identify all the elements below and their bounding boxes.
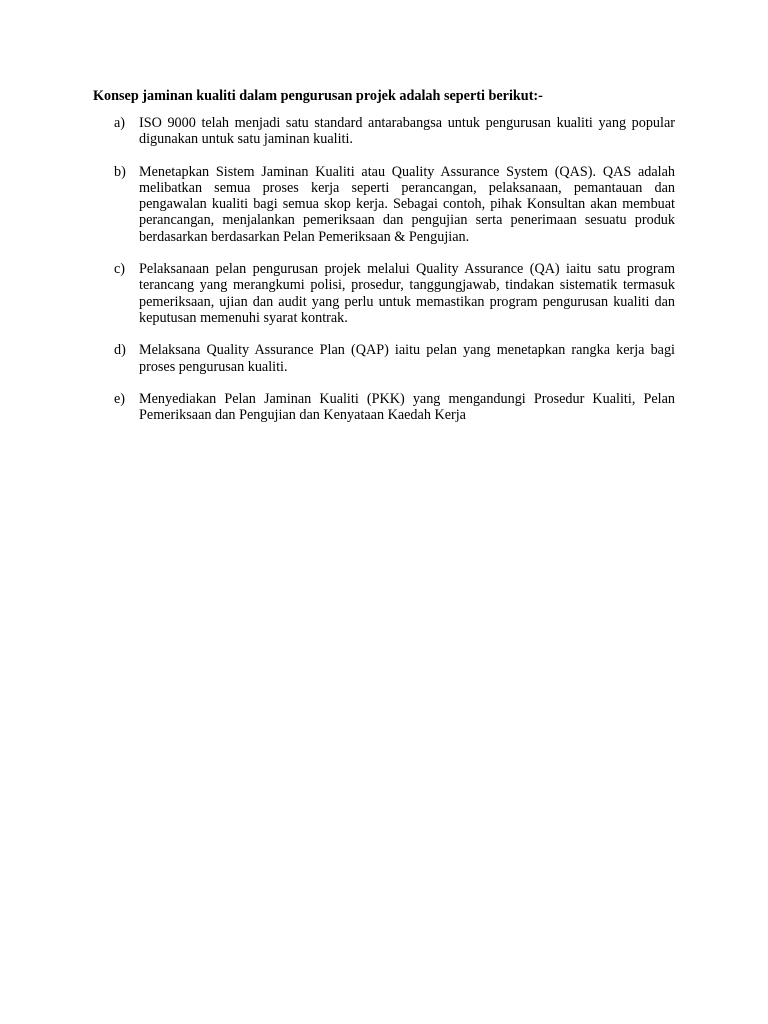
list-item bbox=[93, 342, 675, 375]
list-item-marker: a) bbox=[114, 115, 126, 131]
list-item-marker: d) bbox=[114, 342, 126, 359]
document-heading: Konsep jaminan kualiti dalam pengurusan projek adalah seperti berikut:- bbox=[93, 88, 543, 104]
list-item bbox=[93, 261, 675, 326]
list-item-text: Menetapkan Sistem Jaminan Kualiti atau Quality Assurance System (QAS). QAS adalah melibatkan semua proses kerja seperti perancangan, pelaksanaan, pemantauan dan pengawalan kualiti bagi semua skop kerja. Sebagai contoh, pihak Konsultan akan membuat perancangan, menjalankan pemeriksaan dan pengujian serta penerimaan sesuatu produk berdasarkan berdasarkan Pelan Pemeriksaan & Pengujian. bbox=[139, 163, 675, 245]
list-item bbox=[93, 115, 675, 148]
list-item-marker: c) bbox=[114, 261, 126, 278]
list-item-text: ISO 9000 telah menjadi satu standard antarabangsa untuk pengurusan kualiti yang popular digunakan untuk satu jaminan kualiti. bbox=[139, 115, 675, 148]
list-item-text: Menyediakan Pelan Jaminan Kualiti (PKK) yang mengandungi Prosedur Kualiti, Pelan Pemeriksaan dan Pengujian dan Kenyataan Kaedah Kerja bbox=[139, 390, 675, 424]
list-item-marker: b) bbox=[114, 163, 126, 180]
list-item-text: Pelaksanaan pelan pengurusan projek melalui Quality Assurance (QA) iaitu satu program terancang yang merangkumi polisi, prosedur, tanggungjawab, tindakan sistematik termasuk pemeriksaan, ujian dan audit yang perlu untuk memastikan program pengurusan kualiti dan keputusan memenuhi syarat kontrak. bbox=[139, 261, 675, 326]
list-item bbox=[93, 164, 675, 245]
list-item bbox=[93, 391, 675, 424]
list-item-text: Melaksana Quality Assurance Plan (QAP) iaitu pelan yang menetapkan rangka kerja bagi proses pengurusan kualiti. bbox=[139, 342, 675, 375]
quality-assurance-list bbox=[93, 115, 675, 439]
list-item-marker: e) bbox=[114, 390, 126, 407]
